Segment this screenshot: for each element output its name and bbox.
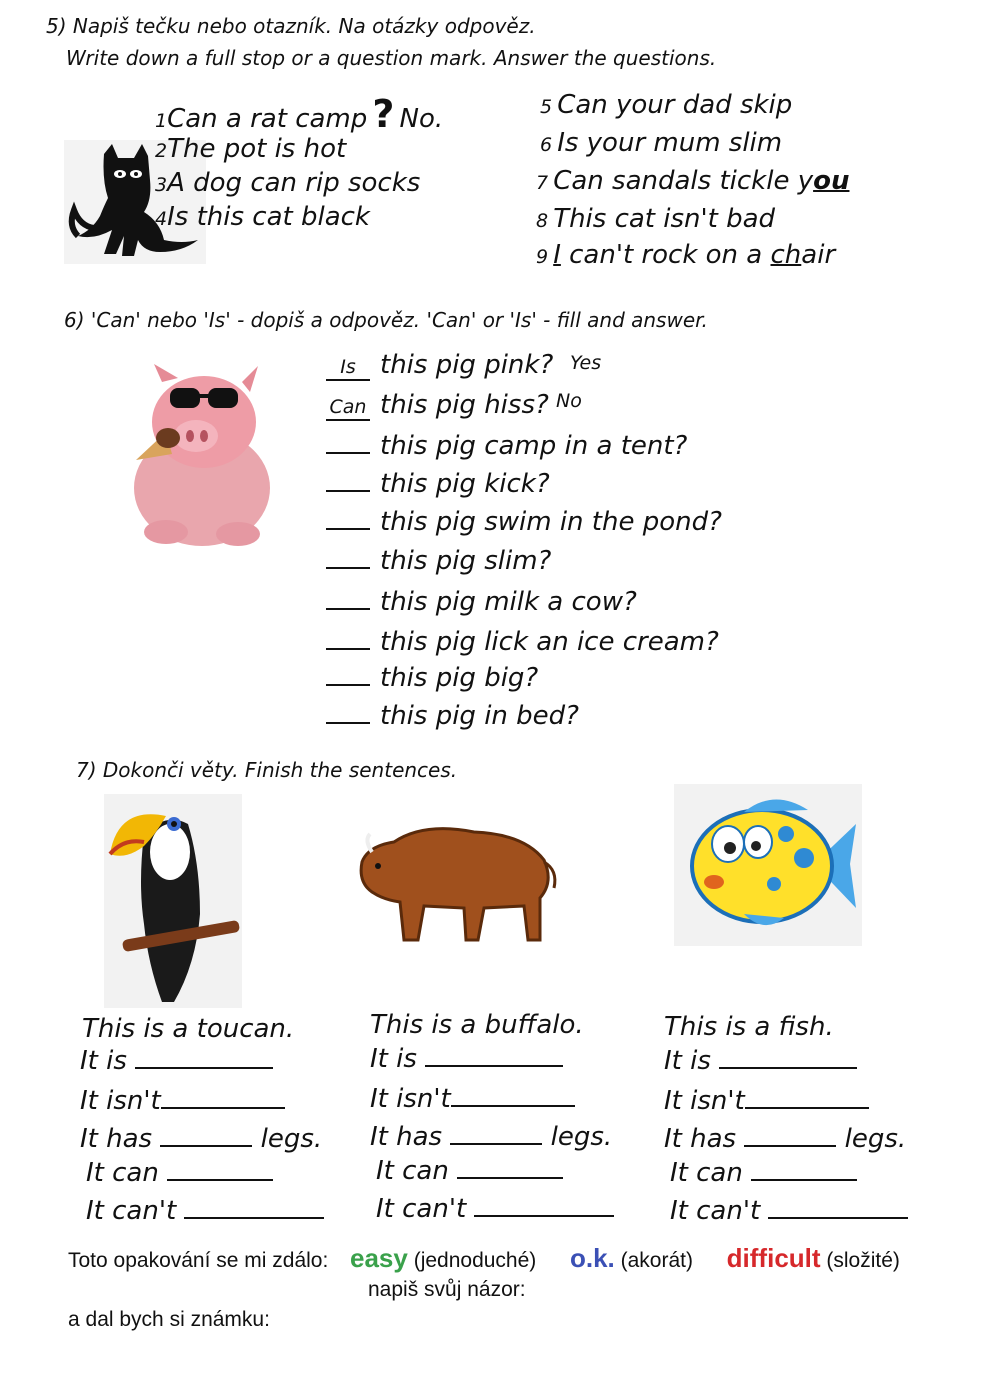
rating-difficult[interactable]: difficult [726,1243,821,1273]
s6-answer-2: No [556,390,582,412]
s5-item-3: 3A dog can rip socks [155,168,421,198]
toucan-it-isnt: It isn't [80,1086,285,1116]
section7-title: 7) Dokonči věty. Finish the sentences. [76,758,458,782]
rating-row: Toto opakování se mi zdálo: easy (jednoduché) o.k. (akorát) difficult (složité) [68,1243,900,1273]
toucan-it-has: It has legs. [80,1124,323,1154]
s5-item-8: 8 This cat isn't bad [536,204,776,234]
answer-line[interactable] [450,1139,542,1145]
section5-title-cz: 5) Napiš tečku nebo otazník. Na otázky odpověz. [46,14,536,38]
s6-answer-1: Yes [570,352,602,374]
s6-question-3: this pig camp in a tent? [326,430,687,461]
fish-it-can: It can [670,1158,857,1188]
fish-it-is: It is [664,1046,857,1076]
s6-question-2: Can this pig hiss? [326,390,549,421]
fill-blank[interactable]: Is [326,357,370,381]
answer-line[interactable] [744,1141,836,1147]
fish-heading: This is a fish. [664,1012,834,1042]
rating-prompt: Toto opakování se mi zdálo: [68,1249,329,1272]
toucan-image [104,794,242,1008]
buffalo-icon [354,822,562,946]
fill-blank[interactable] [326,430,370,454]
s5-item-1: 1Can a rat camp ? No. [155,92,444,136]
s6-question-4: this pig kick? [326,468,550,499]
s5-item-9: 9 I can't rock on a chair [536,240,836,270]
s5-item-2: 2The pot is hot [155,134,347,164]
question-mark: ? [372,92,395,136]
toucan-icon [104,794,242,1008]
fill-blank[interactable] [326,662,370,686]
buffalo-it-has: It has legs. [370,1122,613,1152]
answer-line[interactable] [161,1103,285,1109]
answer-line[interactable] [768,1213,908,1219]
buffalo-image [354,822,562,946]
buffalo-it-cant: It can't [376,1194,614,1224]
toucan-heading: This is a toucan. [82,1014,295,1044]
fish-icon [674,784,862,946]
grade-label: a dal bych si známku: [68,1308,270,1331]
answer-line[interactable] [719,1063,857,1069]
s6-question-1: Is this pig pink? [326,350,553,381]
buffalo-it-is: It is [370,1044,563,1074]
s5-item-6: 6 Is your mum slim [540,128,783,158]
section6-title: 6) 'Can' nebo 'Is' - dopiš a odpověz. 'Can' or 'Is' - fill and answer. [64,308,708,332]
fill-blank[interactable]: Can [326,397,370,421]
s6-question-10: this pig in bed? [326,700,579,731]
toucan-it-cant: It can't [86,1196,324,1226]
fill-blank[interactable] [326,468,370,492]
s6-question-6: this pig slim? [326,545,551,576]
s5-item-4: 4Is this cat black [155,202,370,232]
answer-line[interactable] [160,1141,252,1147]
fill-blank[interactable] [326,586,370,610]
pig-image [126,362,274,552]
answer-line[interactable] [474,1211,614,1217]
rating-ok[interactable]: o.k. [569,1243,615,1273]
answer-line[interactable] [425,1061,563,1067]
rating-easy[interactable]: easy [350,1243,408,1273]
toucan-it-is: It is [80,1046,273,1076]
s6-question-8: this pig lick an ice cream? [326,626,719,657]
answer: No. [399,104,444,134]
fill-blank[interactable] [326,626,370,650]
fish-it-cant: It can't [670,1196,908,1226]
answer-line[interactable] [451,1101,575,1107]
fill-blank[interactable] [326,506,370,530]
fish-it-has: It has legs. [664,1124,907,1154]
fill-blank[interactable] [326,545,370,569]
s5-item-7: 7 Can sandals tickle you [536,166,850,196]
fill-blank[interactable] [326,700,370,724]
s6-question-7: this pig milk a cow? [326,586,637,617]
answer-line[interactable] [167,1175,273,1181]
answer-line[interactable] [135,1063,273,1069]
answer-line[interactable] [745,1103,869,1109]
answer-line[interactable] [457,1173,563,1179]
s6-question-5: this pig swim in the pond? [326,506,722,537]
buffalo-it-isnt: It isn't [370,1084,575,1114]
answer-line[interactable] [751,1175,857,1181]
answer-line[interactable] [184,1213,324,1219]
s6-question-9: this pig big? [326,662,538,693]
buffalo-it-can: It can [376,1156,563,1186]
section5-title-en: Write down a full stop or a question mark. Answer the questions. [66,46,717,70]
fish-image [674,784,862,946]
buffalo-heading: This is a buffalo. [370,1010,584,1040]
s5-item-5: 5 Can your dad skip [540,90,793,120]
toucan-it-can: It can [86,1158,273,1188]
opinion-label: napiš svůj názor: [368,1278,526,1301]
fish-it-isnt: It isn't [664,1086,869,1116]
pig-with-sunglasses-icon [126,362,274,552]
